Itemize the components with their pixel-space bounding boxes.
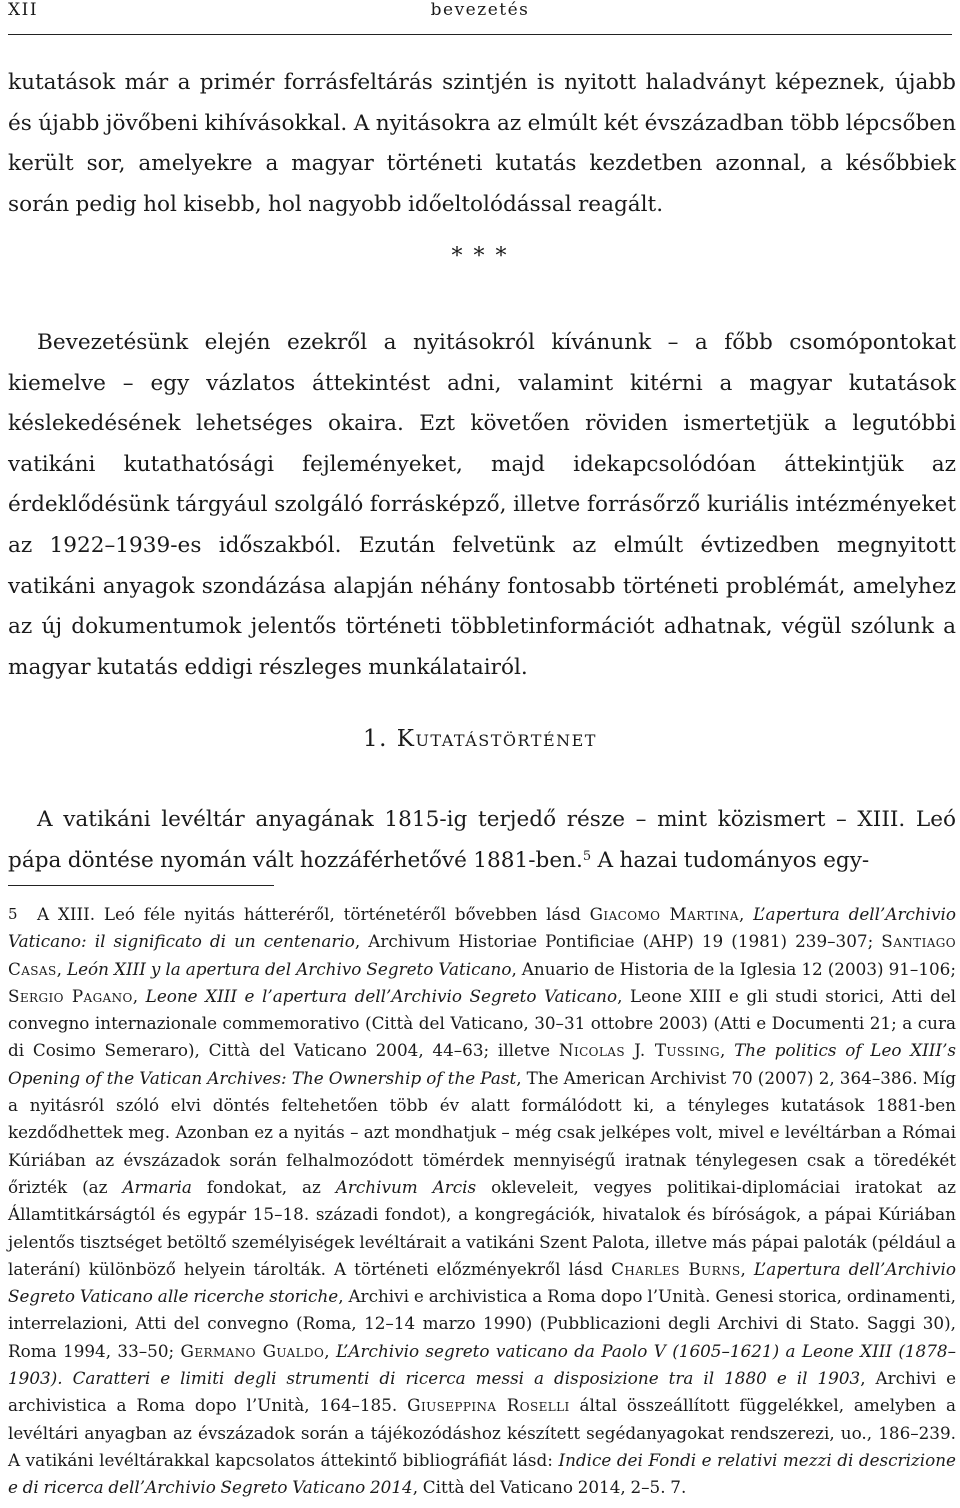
footnote-5 <box>8 901 956 1502</box>
fn-text: , <box>56 958 67 979</box>
author-name: Santiago Casas <box>8 931 956 979</box>
fn-text: okleveleit, vegyes politikai-diplomáciai iratokat az Államtitkárságtól és egypár 15–18. századi fondot), a kongregációk, hivatalok és bíróságok, a pápai Kúriában jelentős tisztséget betöltő személyiségek levéltárait a vatikáni Szent Palota, illetve más pápai paloták (például a laterání) különböző helyein tárolták. A történeti előzményekről lásd <box>8 1176 956 1279</box>
work-title: León XIII y la apertura del Archivo Segreto Vaticano <box>66 958 512 979</box>
work-title: L’Archivio segreto vaticano da Paolo V (1605–1621) a Leone XIII (1878–1903). Caratteri e limiti degli strumenti di ricerca messi a disposizione tra il 1880 e il 1903 <box>8 1340 956 1389</box>
work-title: Indice dei Fondi e relativi mezzi di descrizione e di ricerca dell’Archivio Segreto Vaticano 2014 <box>8 1449 956 1498</box>
fond-name: Armaria <box>122 1176 192 1197</box>
author-name: Giuseppina Roselli <box>407 1395 570 1416</box>
fn-text: , <box>324 1340 336 1361</box>
header-rule <box>8 34 952 35</box>
paragraph-3-continuation: A hazai tudományos egy- <box>591 847 870 873</box>
fn-text: fondokat, az <box>191 1176 336 1197</box>
running-title: bevezetés <box>430 0 530 20</box>
section-title: 1. Kutatástörténet <box>363 726 597 752</box>
fn-text: , <box>132 985 146 1006</box>
author-name: Nicolas J. Tussing <box>558 1040 720 1061</box>
work-title: L’apertura dell’Archivio Vaticano: il significato di un centenario <box>8 904 956 952</box>
fn-text: , <box>738 904 754 924</box>
paragraph-3 <box>8 800 956 881</box>
fn-text: , <box>720 1040 735 1061</box>
work-title: Leone XIII e l’apertura dell’Archivio Segreto Vaticano <box>145 985 618 1006</box>
work-title: The politics of Leo XIII’s Opening of the Vatican Archives: The Ownership of the Past <box>8 1040 957 1088</box>
paragraph-3-text: A vatikáni levéltár anyagának 1815-ig terjedő része – mint közismert – XIII. Leó pápa döntése nyomán vált hozzáférhetővé 1881-ben. <box>8 807 956 873</box>
fn-text: , Anuario de Historia de la Iglesia 12 (2003) 91–106; <box>511 958 957 979</box>
fn-text: , Città del Vaticano 2014, 2–5. 7. <box>412 1477 687 1498</box>
fn-text: , <box>740 1258 754 1279</box>
page-number: XII <box>8 0 39 20</box>
author-name: Sergio Pagano <box>8 985 133 1006</box>
fn-text: , Archivum Historiae Pontificiae (AHP) 19 (1981) 239–307; <box>354 931 882 952</box>
work-title: L’apertura dell’Archivio Segreto Vaticano alle ricerche storiche <box>8 1258 956 1307</box>
fn-text: , Archivi e archivistica a Roma dopo l’Unità. Genesi storica, ordinamenti, interrelazioni, Atti del convegno (Roma, 12–14 marzo 1990) (Pubblicazioni degli Archivi di Stato. Saggi 30), Roma 1994, 33–50; <box>8 1286 956 1361</box>
paragraph-2: Bevezetésünk elején ezekről a nyitásokról kívánunk – a főbb csomópontokat kiemelve – egy vázlatos áttekintést adni, valamint kitérni a magyar kutatások késlekedésének lehetséges okaira. Ezt követően röviden ismertetjük a legutóbbi vatikáni kutathatósági fejleményeket, majd idekapcsolódóan áttekintjük az érdeklődésünk tárgyául szolgáló forrásképző, illetve forrásőrző kuriális intézményeket az 1922–1939-es időszakból. Ezután felvetünk az elmúlt évtizedben megnyitott vatikáni anyagok szondázása alapján néhány fontosabb történeti problémát, amelyhez az új dokumentumok jelentős történeti többletinformációt adhatnak, végül szólunk a magyar kutatás eddigi részleges munkálatairól. <box>8 330 956 680</box>
fn-text: A XIII. Leó féle nyitás hátteréről, történetéről bővebben lásd <box>37 904 590 924</box>
fn-text: , Archivi e archivistica a Roma dopo l’Unità, 164–185. <box>8 1368 957 1416</box>
fn-text: , The American Archivist 70 (2007) 2, 364–386. Míg a nyitásról szóló elvi döntés feltehetően több év alatt formálódott ki, a tényleges kutatások 1881-ben kezdődhettek meg. Azonban ez a nyitás – azt mondhatjuk – még csak jelképes volt, mivel e levéltárban a Római Kúriában az évszázadok során felhalmozódott tömérdek mennyiségű iratnak ténylegesen csak a töredékét őrizték (az <box>8 1067 956 1197</box>
section-separator: * * * <box>451 244 509 269</box>
footnote-reference[interactable]: 5 <box>582 848 592 864</box>
fn-text: által összeállított függelékkel, amelyben a levéltári anyagban az évszázadok során a tájékozódáshoz készített segédanyagokat rendszerezi, uo., 186–239. A vatikáni levéltárakkal kapcsolatos áttekintő bibliográfiát lásd: <box>8 1395 957 1470</box>
fn-text: , Leone XIII e gli studi storici, Atti del convegno internazionale commemorativo (Città del Vaticano, 30–31 ottobre 2003) (Atti e Documenti 21; a cura di Cosimo Semeraro), Città del Vaticano 2004, 44–63; illetve <box>8 985 957 1061</box>
author-name: Giacomo Martina <box>589 904 739 924</box>
paragraph-1: kutatások már a primér forrásfeltárás szintjén is nyitott haladványt képeznek, újabb és újabb jövőbeni kihívásokkal. A nyitásokra az elmúlt két évszázadban több lépcsőben került sor, amelyekre a magyar történeti kutatás kezdetben azonnal, a későbbiek során pedig hol kisebb, hol nagyobb időeltolódással reagált. <box>8 70 956 217</box>
running-header <box>8 0 952 24</box>
footnote-number: 5 <box>8 905 18 923</box>
author-name: Germano Gualdo <box>180 1340 325 1361</box>
author-name: Charles Burns <box>611 1258 741 1279</box>
fond-name: Archivum Arcis <box>335 1176 477 1197</box>
footnote-rule <box>8 885 274 886</box>
